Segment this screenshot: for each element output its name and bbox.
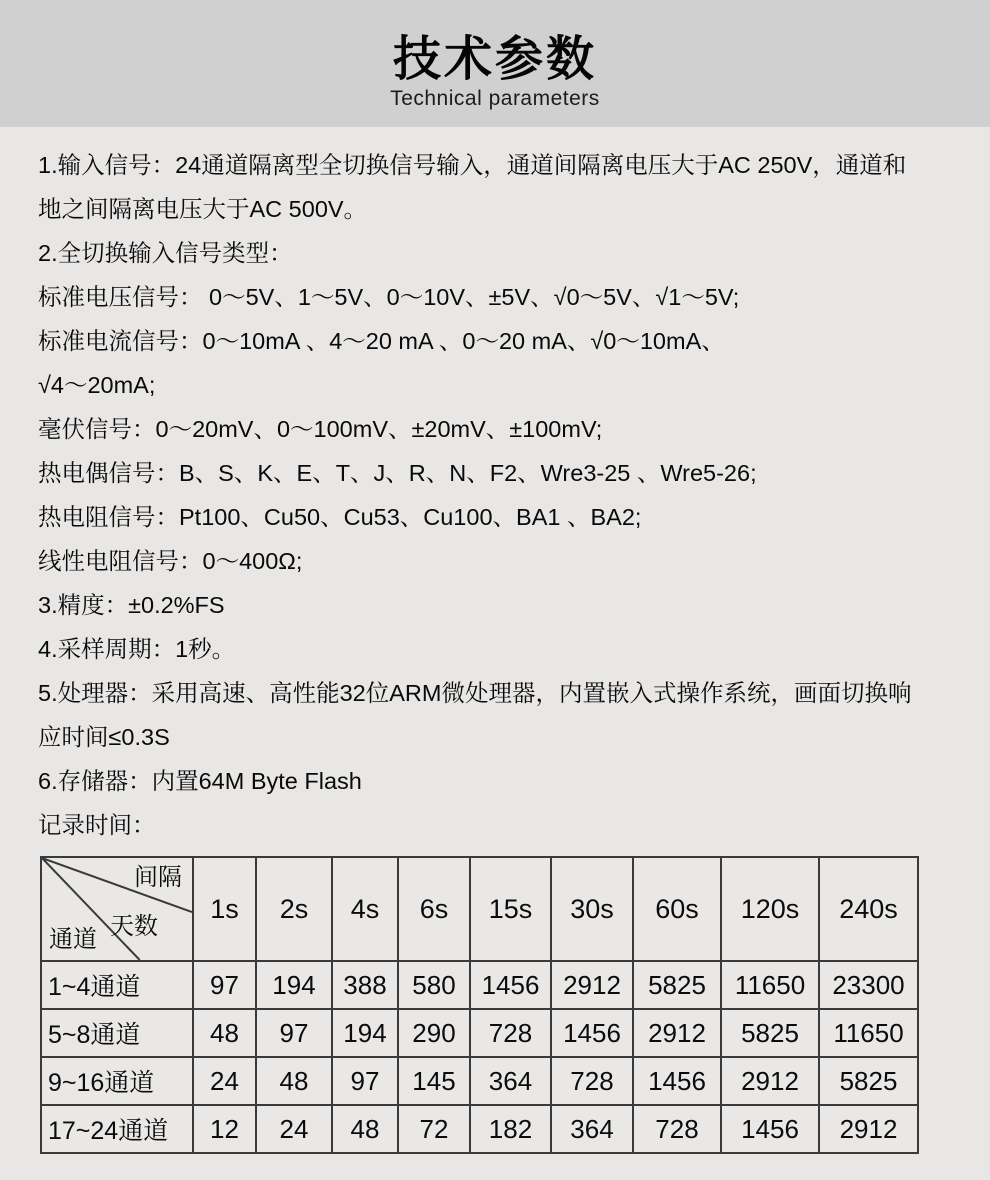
record-time-table [40,856,919,1154]
record-days-cell: 1456 [551,1009,633,1057]
record-days-cell: 5825 [819,1057,918,1105]
interval-column-header: 240s [819,857,918,961]
interval-column-header: 2s [256,857,332,961]
record-days-cell: 2912 [633,1009,721,1057]
spec-line: 6.存储器：内置64M Byte Flash [38,768,362,794]
record-days-cell: 728 [470,1009,551,1057]
record-days-cell: 728 [551,1057,633,1105]
record-days-cell: 1456 [470,961,551,1009]
table-row [41,1105,918,1153]
spec-line: 3.精度：±0.2%FS [38,592,225,618]
channel-row-header: 5~8通道 [41,1009,193,1057]
record-days-cell: 97 [256,1009,332,1057]
table-row [41,1009,918,1057]
interval-column-header: 4s [332,857,398,961]
spec-line: 热电阻信号：Pt100、Cu50、Cu53、Cu100、BA1 、BA2; [38,504,642,530]
record-days-cell: 2912 [551,961,633,1009]
record-days-cell: 194 [332,1009,398,1057]
spec-line: 热电偶信号：B、S、K、E、T、J、R、N、F2、Wre3-25 、Wre5-26; [38,460,757,486]
corner-label-interval: 间隔 [134,864,182,891]
record-days-cell: 12 [193,1105,256,1153]
spec-lines [38,143,960,847]
record-days-cell: 2912 [721,1057,819,1105]
interval-column-header: 120s [721,857,819,961]
table-header-row [41,857,918,961]
spec-line: 记录时间： [38,812,156,838]
record-days-cell: 388 [332,961,398,1009]
page-title: 技术参数 [392,33,597,86]
record-days-cell: 580 [398,961,470,1009]
channel-row-header: 9~16通道 [41,1057,193,1105]
record-days-cell: 11650 [721,961,819,1009]
interval-column-header: 6s [398,857,470,961]
channel-row-header: 17~24通道 [41,1105,193,1153]
spec-line: 地之间隔离电压大于AC 500V。 [38,196,368,222]
table-row [41,1057,918,1105]
spec-line: 毫伏信号：0～20mV、0～100mV、±20mV、±100mV; [38,416,603,442]
spec-line: 标准电流信号：0～10mA 、4～20 mA 、0～20 mA、√0～10mA、 [38,328,725,354]
record-days-cell: 1456 [721,1105,819,1153]
record-days-cell: 194 [256,961,332,1009]
record-days-cell: 24 [193,1057,256,1105]
spec-line: 5.处理器：采用高速、高性能32位ARM微处理器，内置嵌入式操作系统，画面切换响 [38,680,912,706]
record-days-cell: 23300 [819,961,918,1009]
page-subtitle: Technical parameters [390,86,600,110]
record-days-cell: 97 [332,1057,398,1105]
record-days-cell: 2912 [819,1105,918,1153]
record-days-cell: 48 [332,1105,398,1153]
record-days-cell: 290 [398,1009,470,1057]
record-days-cell: 364 [470,1057,551,1105]
record-days-cell: 145 [398,1057,470,1105]
spec-line: 4.采样周期：1秒。 [38,636,236,662]
interval-column-header: 15s [470,857,551,961]
record-days-cell: 364 [551,1105,633,1153]
channel-row-header: 1~4通道 [41,961,193,1009]
record-days-cell: 182 [470,1105,551,1153]
spec-content [0,127,990,1154]
record-days-cell: 48 [256,1057,332,1105]
table-corner-cell [41,857,193,961]
interval-column-header: 60s [633,857,721,961]
table-row [41,961,918,1009]
record-days-cell: 5825 [721,1009,819,1057]
record-days-cell: 24 [256,1105,332,1153]
spec-line: 2.全切换输入信号类型： [38,240,293,266]
record-days-cell: 5825 [633,961,721,1009]
record-days-cell: 48 [193,1009,256,1057]
record-days-cell: 11650 [819,1009,918,1057]
spec-line: √4～20mA; [38,372,156,398]
record-days-cell: 728 [633,1105,721,1153]
table-body [41,961,918,1153]
interval-column-header: 1s [193,857,256,961]
spec-line: 1.输入信号：24通道隔离型全切换信号输入，通道间隔离电压大于AC 250V，通道和 [38,152,907,178]
spec-line: 标准电压信号： 0～5V、1～5V、0～10V、±5V、√0～5V、√1～5V; [38,284,740,310]
corner-label-days: 天数 [110,913,158,940]
record-days-cell: 72 [398,1105,470,1153]
record-days-cell: 1456 [633,1057,721,1105]
spec-line: 线性电阻信号：0～400Ω; [38,548,303,574]
corner-label-channel: 通道 [49,926,97,953]
record-days-cell: 97 [193,961,256,1009]
spec-line: 应时间≤0.3S [38,724,170,750]
page-header [0,0,990,127]
interval-column-header: 30s [551,857,633,961]
